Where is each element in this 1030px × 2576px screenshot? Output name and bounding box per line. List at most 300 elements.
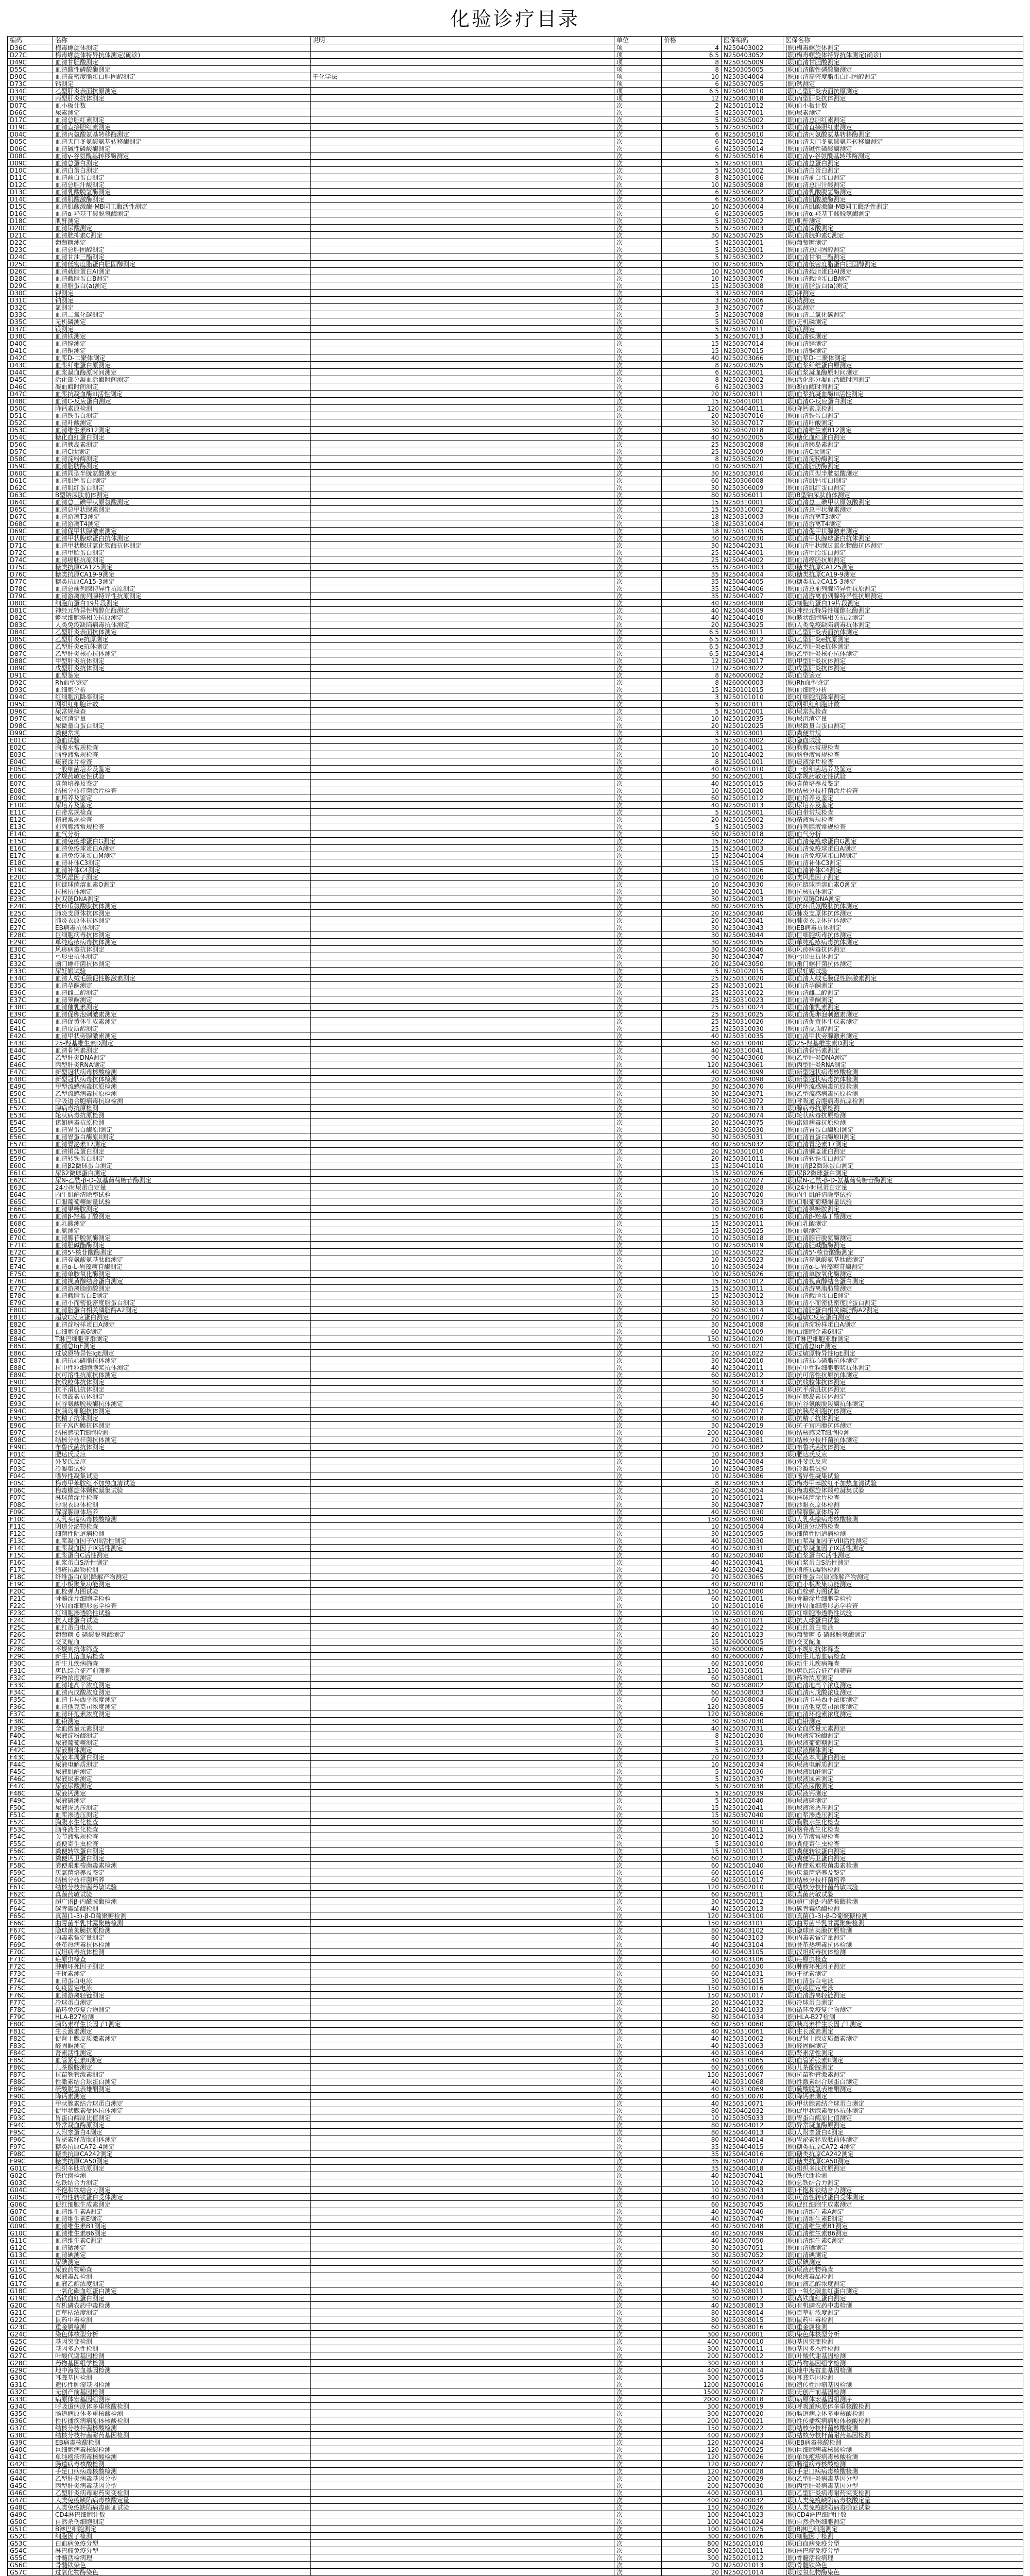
table-cell: 次 bbox=[614, 2071, 662, 2078]
table-row bbox=[8, 1061, 1023, 1069]
table-cell: 40 bbox=[662, 1941, 722, 1948]
table-cell bbox=[311, 1638, 614, 1646]
table-cell: 5 bbox=[662, 1739, 722, 1747]
table-cell: 次 bbox=[614, 722, 662, 730]
table-cell: 梅毒螺旋体特异抗体测定(确诊) bbox=[53, 52, 311, 59]
table-cell bbox=[311, 1162, 614, 1170]
table-cell bbox=[311, 794, 614, 802]
table-row bbox=[8, 2179, 1023, 2187]
table-cell: E44C bbox=[8, 1047, 53, 1054]
table-cell: E38C bbox=[8, 1004, 53, 1011]
table-cell bbox=[311, 1876, 614, 1884]
table-row bbox=[8, 629, 1023, 636]
table-cell: (职)血清铁蛋白测定 bbox=[783, 412, 1023, 419]
table-cell bbox=[311, 1956, 614, 1963]
table-row bbox=[8, 1177, 1023, 1184]
table-row bbox=[8, 1617, 1023, 1624]
table-cell: 次 bbox=[614, 1415, 662, 1422]
table-row bbox=[8, 1234, 1023, 1242]
table-row bbox=[8, 1790, 1023, 1797]
table-cell: (职)腺病毒抗原检测 bbox=[783, 1105, 1023, 1112]
table-cell: (职)血清β-羟基丁酸测定 bbox=[783, 1213, 1023, 1220]
table-cell: 肺炎衣原体抗体测定 bbox=[53, 917, 311, 924]
table-cell: E36C bbox=[8, 989, 53, 996]
table-cell: 1200 bbox=[662, 2381, 722, 2388]
table-cell: E92C bbox=[8, 1393, 53, 1400]
table-cell: 细胞角蛋白19片段测定 bbox=[53, 600, 311, 607]
table-cell: 15 bbox=[662, 1617, 722, 1624]
table-cell: 次 bbox=[614, 297, 662, 304]
table-cell bbox=[311, 2338, 614, 2345]
table-cell bbox=[311, 1999, 614, 2006]
table-cell bbox=[311, 513, 614, 520]
table-cell: (职)血清天门冬氨酸氨基转移酶测定 bbox=[783, 138, 1023, 145]
table-cell: 10 bbox=[662, 1465, 722, 1472]
table-cell: 次 bbox=[614, 1725, 662, 1732]
table-cell: (职)尿液渗透压测定 bbox=[783, 1804, 1023, 1811]
table-cell: 手足口病病毒核酸检测 bbox=[53, 2468, 311, 2475]
table-row bbox=[8, 362, 1023, 369]
table-cell: (职)甲型肝炎抗体测定 bbox=[783, 657, 1023, 665]
table-cell: N250310023 bbox=[722, 996, 783, 1004]
table-row bbox=[8, 1674, 1023, 1682]
table-cell: 10 bbox=[662, 1206, 722, 1213]
table-cell: (职)乙型肝炎DNA测定 bbox=[783, 1054, 1023, 1061]
table-cell: N250306009 bbox=[722, 484, 783, 492]
table-cell: 40 bbox=[662, 1566, 722, 1573]
table-cell: 次 bbox=[614, 441, 662, 448]
table-cell: (职)网织红细胞计数 bbox=[783, 701, 1023, 708]
table-cell: 60 bbox=[662, 1328, 722, 1335]
table-cell: 10 bbox=[662, 2179, 722, 2187]
table-cell: 次 bbox=[614, 1761, 662, 1768]
table-cell: N250403085 bbox=[722, 1465, 783, 1472]
table-cell: 尿碘测定 bbox=[53, 2259, 311, 2266]
table-cell: 30 bbox=[662, 1379, 722, 1386]
table-cell: E20C bbox=[8, 874, 53, 881]
table-cell: D99C bbox=[8, 730, 53, 737]
table-cell: G26C bbox=[8, 2345, 53, 2352]
table-cell bbox=[311, 744, 614, 751]
table-row bbox=[8, 1840, 1023, 1848]
table-cell: N250203040 bbox=[722, 1552, 783, 1559]
table-cell: 次 bbox=[614, 1357, 662, 1364]
table-cell: N250404013 bbox=[722, 2129, 783, 2136]
table-cell: N250105001 bbox=[722, 809, 783, 816]
table-cell bbox=[311, 1256, 614, 1263]
table-cell: G34C bbox=[8, 2403, 53, 2410]
table-cell: 血细胞分析 bbox=[53, 686, 311, 693]
table-cell: 次 bbox=[614, 499, 662, 506]
table-cell: 次 bbox=[614, 225, 662, 232]
table-cell: E30C bbox=[8, 946, 53, 953]
table-cell: 40 bbox=[662, 2093, 722, 2100]
table-cell: N250403025 bbox=[722, 621, 783, 629]
table-row bbox=[8, 1458, 1023, 1465]
table-cell: 抗可溶性抗原抗体测定 bbox=[53, 1371, 311, 1379]
table-cell: F11C bbox=[8, 1523, 53, 1530]
table-cell: 次 bbox=[614, 1992, 662, 1999]
table-cell: (职)百草枯浓度测定 bbox=[783, 2309, 1023, 2316]
table-cell bbox=[311, 2345, 614, 2352]
table-cell: 次 bbox=[614, 2518, 662, 2526]
table-row bbox=[8, 2403, 1023, 2410]
table-row bbox=[8, 174, 1023, 181]
table-cell: 白血病免疫分型 bbox=[53, 2540, 311, 2547]
table-cell: 30 bbox=[662, 953, 722, 960]
table-row bbox=[8, 2114, 1023, 2122]
table-cell: 碳青霉烯酶检测 bbox=[53, 1905, 311, 1912]
table-row bbox=[8, 1905, 1023, 1912]
table-cell: G31C bbox=[8, 2381, 53, 2388]
table-cell: N250104011 bbox=[722, 1826, 783, 1833]
table-cell: (职)外斐氏反应 bbox=[783, 1458, 1023, 1465]
table-row bbox=[8, 275, 1023, 282]
table-cell: 次 bbox=[614, 838, 662, 845]
table-cell: 次 bbox=[614, 1646, 662, 1653]
table-cell bbox=[311, 203, 614, 210]
table-cell bbox=[311, 1833, 614, 1840]
table-row bbox=[8, 1119, 1023, 1126]
table-row bbox=[8, 2100, 1023, 2107]
table-cell: 次 bbox=[614, 2295, 662, 2302]
table-cell: 120 bbox=[662, 405, 722, 412]
table-cell: 15 bbox=[662, 1220, 722, 1227]
table-cell: 300 bbox=[662, 2403, 722, 2410]
table-cell: (职)轮状病毒抗原检测 bbox=[783, 1112, 1023, 1119]
table-cell: (职)丙型肝炎RNA测定 bbox=[783, 1061, 1023, 1069]
table-cell: 血清铜蓝蛋白测定 bbox=[53, 1148, 311, 1155]
table-cell: N250401031 bbox=[722, 1970, 783, 1977]
table-cell: D83C bbox=[8, 621, 53, 629]
table-cell: D98C bbox=[8, 722, 53, 730]
table-cell: N250301002 bbox=[722, 167, 783, 174]
table-cell: N250105005 bbox=[722, 1530, 783, 1537]
table-cell: (职)血清总三碘甲状原氨酸测定 bbox=[783, 499, 1023, 506]
table-cell: D26C bbox=[8, 268, 53, 275]
table-cell: 鳞状细胞癌相关抗原测定 bbox=[53, 614, 311, 621]
table-cell: 次 bbox=[614, 2511, 662, 2518]
table-cell bbox=[311, 347, 614, 354]
table-cell: N250401022 bbox=[722, 1350, 783, 1357]
table-cell: 10 bbox=[662, 1184, 722, 1191]
table-cell bbox=[311, 881, 614, 888]
table-cell: 次 bbox=[614, 701, 662, 708]
table-cell: 次 bbox=[614, 751, 662, 758]
table-cell: D92C bbox=[8, 679, 53, 686]
table-cell: 400 bbox=[662, 2497, 722, 2504]
table-cell bbox=[311, 1061, 614, 1069]
table-cell bbox=[311, 275, 614, 282]
table-cell: E12C bbox=[8, 816, 53, 823]
table-cell bbox=[311, 2179, 614, 2187]
table-cell: (职)血清脂蛋白(a)测定 bbox=[783, 282, 1023, 290]
table-cell bbox=[311, 210, 614, 217]
table-cell: (职)血清叶酸测定 bbox=[783, 419, 1023, 427]
table-cell bbox=[311, 2489, 614, 2497]
table-cell: F14C bbox=[8, 1545, 53, 1552]
table-cell: (职)抗谷氨酸脱羧酶抗体测定 bbox=[783, 1400, 1023, 1408]
table-cell: N250303014 bbox=[722, 1307, 783, 1314]
table-cell: (职)血清C-反应蛋白测定 bbox=[783, 398, 1023, 405]
table-cell: N250402035 bbox=[722, 903, 783, 910]
table-cell: (职)基因多态性检测 bbox=[783, 2345, 1023, 2352]
table-row bbox=[8, 1682, 1023, 1689]
table-row bbox=[8, 535, 1023, 542]
table-cell: D77C bbox=[8, 578, 53, 585]
table-cell: 次 bbox=[614, 1126, 662, 1133]
table-cell: (职)血清淀粉样蛋白A测定 bbox=[783, 1321, 1023, 1328]
table-cell: 血清胃泌素17测定 bbox=[53, 1141, 311, 1148]
table-cell: 性传播疾病病原体核酸检测 bbox=[53, 2417, 311, 2425]
table-cell: N250101023 bbox=[722, 1631, 783, 1638]
table-row bbox=[8, 2251, 1023, 2259]
table-cell: 次 bbox=[614, 138, 662, 145]
table-cell: N250101015 bbox=[722, 686, 783, 693]
table-cell: 30 bbox=[662, 1826, 722, 1833]
table-cell: (职)药物浓度测定 bbox=[783, 1674, 1023, 1682]
table-cell: N250203080 bbox=[722, 1588, 783, 1595]
table-cell: N250301015 bbox=[722, 1977, 783, 1985]
table-cell: E52C bbox=[8, 1105, 53, 1112]
table-cell: D28C bbox=[8, 275, 53, 282]
table-row bbox=[8, 1162, 1023, 1170]
table-cell: 血小板计数 bbox=[53, 102, 311, 109]
table-cell bbox=[311, 939, 614, 946]
table-cell: 次 bbox=[614, 376, 662, 383]
table-cell: 次 bbox=[614, 304, 662, 311]
table-cell: N250307041 bbox=[722, 2172, 783, 2179]
table-cell: 次 bbox=[614, 578, 662, 585]
table-cell: 结核分枝杆菌核酸检测 bbox=[53, 2425, 311, 2432]
table-cell bbox=[311, 1494, 614, 1501]
table-cell: 胰岛素样生长因子1测定 bbox=[53, 2021, 311, 2028]
table-cell: N250403074 bbox=[722, 1112, 783, 1119]
table-cell: 抗链球菌溶血素O测定 bbox=[53, 881, 311, 888]
table-cell bbox=[311, 1509, 614, 1516]
table-row bbox=[8, 492, 1023, 499]
table-cell: 次 bbox=[614, 167, 662, 174]
table-row bbox=[8, 1487, 1023, 1494]
table-cell: N250403084 bbox=[722, 1458, 783, 1465]
table-row bbox=[8, 124, 1023, 131]
table-cell: D48C bbox=[8, 398, 53, 405]
table-cell: E93C bbox=[8, 1400, 53, 1408]
table-cell: 粪便艰难梭菌毒素检测 bbox=[53, 1862, 311, 1869]
table-cell: (职)糖类抗原CA242测定 bbox=[783, 2150, 1023, 2158]
table-row bbox=[8, 730, 1023, 737]
table-cell: N250305018 bbox=[722, 1234, 783, 1242]
table-cell: F20C bbox=[8, 1588, 53, 1595]
table-cell: 6.5 bbox=[662, 88, 722, 95]
table-cell bbox=[311, 1018, 614, 1025]
table-cell bbox=[311, 809, 614, 816]
table-cell: N250403060 bbox=[722, 1054, 783, 1061]
table-cell: E51C bbox=[8, 1097, 53, 1105]
table-cell: G23C bbox=[8, 2324, 53, 2331]
table-cell: G37C bbox=[8, 2425, 53, 2432]
table-cell: N250403012 bbox=[722, 636, 783, 643]
table-cell: N250105003 bbox=[722, 823, 783, 831]
table-cell: 8 bbox=[662, 679, 722, 686]
table-cell bbox=[311, 2374, 614, 2381]
table-row bbox=[8, 2453, 1023, 2461]
table-cell: D10C bbox=[8, 167, 53, 174]
table-cell: D55C bbox=[8, 66, 53, 73]
table-cell: F23C bbox=[8, 1609, 53, 1617]
table-cell: E03C bbox=[8, 751, 53, 758]
table-cell: 150 bbox=[662, 1985, 722, 1992]
table-cell: N250303002 bbox=[722, 253, 783, 261]
table-cell bbox=[311, 2150, 614, 2158]
table-cell: 18 bbox=[662, 513, 722, 520]
table-cell: 5 bbox=[662, 326, 722, 333]
table-cell: 15 bbox=[662, 1278, 722, 1285]
table-cell: 40 bbox=[662, 2194, 722, 2201]
table-cell: E01C bbox=[8, 737, 53, 744]
table-cell: (职)血清补体C4测定 bbox=[783, 867, 1023, 874]
table-cell: G13C bbox=[8, 2251, 53, 2259]
table-cell: N250403010 bbox=[722, 88, 783, 95]
table-cell: 抗胰岛素抗体测定 bbox=[53, 1393, 311, 1400]
table-cell: D47C bbox=[8, 391, 53, 398]
table-cell: 次 bbox=[614, 939, 662, 946]
table-cell: 硫酸脱氢表雄酮测定 bbox=[53, 2086, 311, 2093]
table-row bbox=[8, 888, 1023, 895]
table-cell: N250203042 bbox=[722, 1566, 783, 1573]
table-cell: 血清转铁蛋白测定 bbox=[53, 1155, 311, 1162]
table-row bbox=[8, 2309, 1023, 2316]
table-row bbox=[8, 369, 1023, 376]
table-cell: (职)不规则抗体筛查 bbox=[783, 1646, 1023, 1653]
table-cell: N250306004 bbox=[722, 203, 783, 210]
table-cell: 次 bbox=[614, 895, 662, 903]
table-cell: N250308014 bbox=[722, 2309, 783, 2316]
table-cell: 30 bbox=[662, 1299, 722, 1307]
table-cell bbox=[311, 1379, 614, 1386]
table-cell bbox=[311, 1566, 614, 1573]
table-row bbox=[8, 996, 1023, 1004]
table-cell: 血清总胆固醇测定 bbox=[53, 246, 311, 253]
table-cell: 25 bbox=[662, 1011, 722, 1018]
table-cell: D86C bbox=[8, 643, 53, 650]
table-row bbox=[8, 232, 1023, 239]
table-cell: (职)血清癌胚抗原测定 bbox=[783, 556, 1023, 564]
table-cell: 次 bbox=[614, 210, 662, 217]
table-cell: 不规则抗体筛查 bbox=[53, 1646, 311, 1653]
table-cell: N250307051 bbox=[722, 2244, 783, 2251]
table-row bbox=[8, 1602, 1023, 1609]
table-row bbox=[8, 1133, 1023, 1141]
table-cell: 10 bbox=[662, 1256, 722, 1263]
table-cell: N250102027 bbox=[722, 1177, 783, 1184]
table-cell: 5 bbox=[662, 239, 722, 246]
table-cell: 次 bbox=[614, 2468, 662, 2475]
table-cell bbox=[311, 996, 614, 1004]
table-cell bbox=[311, 910, 614, 917]
table-cell: 血清胃蛋白酶原II测定 bbox=[53, 1133, 311, 1141]
table-cell: N250401004 bbox=[722, 852, 783, 859]
table-row bbox=[8, 1090, 1023, 1097]
table-cell: 血清游离T4测定 bbox=[53, 520, 311, 528]
table-cell: (职)白带常规检查 bbox=[783, 809, 1023, 816]
table-cell: N250310035 bbox=[722, 1032, 783, 1040]
table-cell: G29C bbox=[8, 2367, 53, 2374]
table-cell: D41C bbox=[8, 347, 53, 354]
table-cell: 叶酸代谢基因检测 bbox=[53, 2352, 311, 2360]
table-cell: E69C bbox=[8, 1227, 53, 1234]
table-cell bbox=[311, 2287, 614, 2295]
table-cell bbox=[311, 2071, 614, 2078]
table-cell: (职)粪便钙卫蛋白测定 bbox=[783, 1855, 1023, 1862]
table-cell: (职)外周血细胞形态学检查 bbox=[783, 1602, 1023, 1609]
table-cell: 18 bbox=[662, 520, 722, 528]
column-header: 医保名称 bbox=[783, 37, 1023, 44]
table-cell: 次 bbox=[614, 1054, 662, 1061]
table-row bbox=[8, 239, 1023, 246]
table-cell: 次 bbox=[614, 520, 662, 528]
table-cell: 铁代谢检测 bbox=[53, 2172, 311, 2179]
table-cell: F21C bbox=[8, 1595, 53, 1602]
table-cell: 次 bbox=[614, 1768, 662, 1775]
table-cell: 次 bbox=[614, 1328, 662, 1335]
table-cell: (职)肿瘤坏死因子测定 bbox=[783, 1963, 1023, 1970]
table-cell: E61C bbox=[8, 1170, 53, 1177]
table-cell: 淋球菌涂片检查 bbox=[53, 1494, 311, 1501]
table-cell: N250303008 bbox=[722, 282, 783, 290]
table-cell: G20C bbox=[8, 2302, 53, 2309]
table-cell: D09C bbox=[8, 160, 53, 167]
table-cell: (职)血清肌红蛋白测定 bbox=[783, 484, 1023, 492]
table-cell: 次 bbox=[614, 477, 662, 484]
table-row bbox=[8, 59, 1023, 66]
table-cell bbox=[311, 2331, 614, 2338]
table-cell: 次 bbox=[614, 2461, 662, 2468]
table-cell: (职)血红蛋白电泳 bbox=[783, 1624, 1023, 1631]
table-cell bbox=[311, 2295, 614, 2302]
table-cell bbox=[311, 831, 614, 838]
table-cell: (职)精液常规检查 bbox=[783, 816, 1023, 823]
table-cell: 35 bbox=[662, 564, 722, 571]
table-cell: 40 bbox=[662, 1400, 722, 1408]
table-cell: D16C bbox=[8, 210, 53, 217]
table-cell: F58C bbox=[8, 1862, 53, 1869]
table-cell: 次 bbox=[614, 1840, 662, 1848]
table-cell: (职)血浆凝血酶原时间测定 bbox=[783, 369, 1023, 376]
table-cell: N250404007 bbox=[722, 592, 783, 600]
table-row bbox=[8, 297, 1023, 304]
table-cell: D70C bbox=[8, 535, 53, 542]
table-cell: 次 bbox=[614, 1674, 662, 1682]
table-cell: E85C bbox=[8, 1343, 53, 1350]
table-cell bbox=[311, 780, 614, 787]
table-row bbox=[8, 2086, 1023, 2093]
table-row bbox=[8, 1465, 1023, 1472]
table-cell: E27C bbox=[8, 924, 53, 931]
table-row bbox=[8, 1105, 1023, 1112]
table-row bbox=[8, 1025, 1023, 1032]
table-cell: 干扰素测定 bbox=[53, 1970, 311, 1977]
table-row bbox=[8, 549, 1023, 556]
table-row bbox=[8, 1970, 1023, 1977]
table-cell: 次 bbox=[614, 1819, 662, 1826]
table-cell: 血清骨钙素测定 bbox=[53, 1047, 311, 1054]
table-row bbox=[8, 2259, 1023, 2266]
table-cell: F43C bbox=[8, 1754, 53, 1761]
table-cell: 次 bbox=[614, 2208, 662, 2215]
table-cell: N250302008 bbox=[722, 441, 783, 448]
table-cell: N250304004 bbox=[722, 73, 783, 80]
